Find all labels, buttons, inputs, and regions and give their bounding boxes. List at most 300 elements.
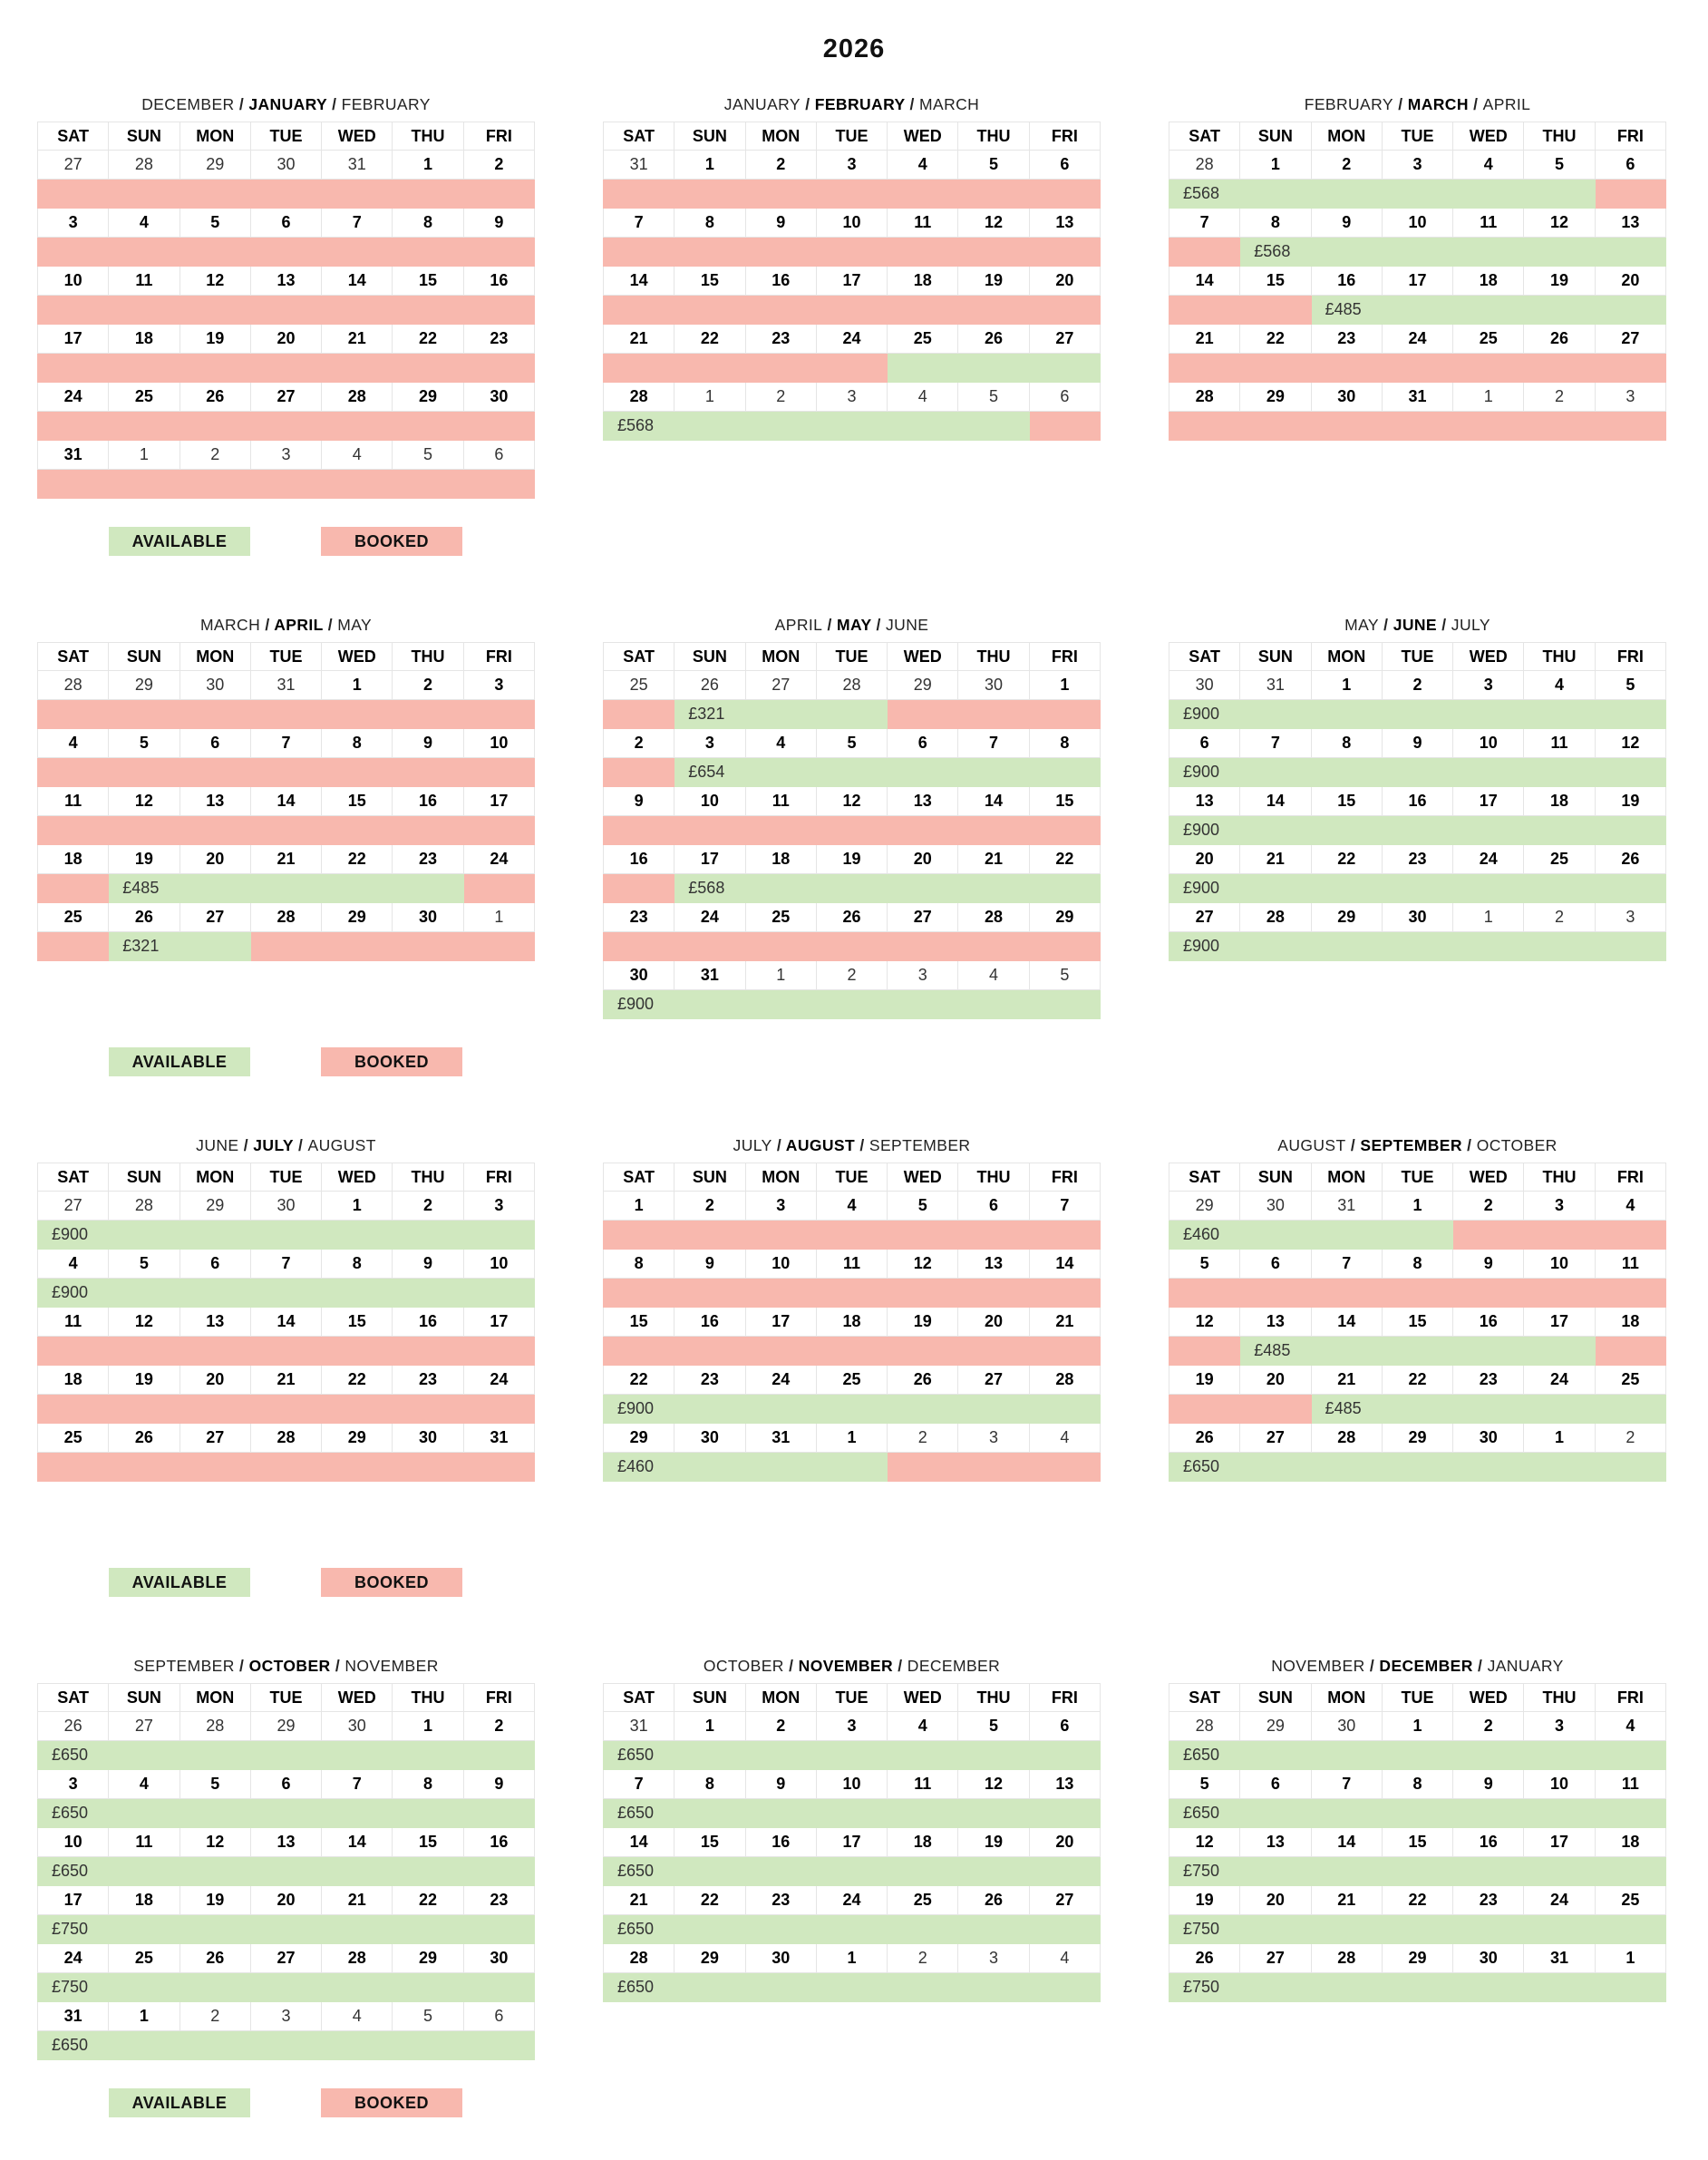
booked-cell[interactable] [250,1453,321,1482]
date-cell[interactable]: 12 [109,787,180,816]
booked-cell[interactable] [604,354,674,383]
available-cell[interactable] [958,1915,1029,1944]
available-cell[interactable] [250,1857,321,1886]
booked-cell[interactable] [888,1221,958,1250]
date-cell[interactable]: 23 [463,325,534,354]
date-cell[interactable]: 20 [1240,1886,1311,1915]
booked-cell[interactable] [180,470,250,499]
date-cell[interactable]: 30 [180,671,250,700]
available-cell[interactable] [816,1857,887,1886]
date-cell[interactable]: 3 [1595,903,1665,932]
date-cell[interactable]: 2 [180,2002,250,2031]
date-cell[interactable]: 4 [1595,1192,1665,1221]
booked-cell[interactable] [322,470,393,499]
date-cell[interactable]: 27 [250,1944,321,1973]
booked-cell[interactable] [322,1337,393,1366]
date-cell[interactable]: 5 [888,1192,958,1221]
date-cell[interactable]: 18 [1595,1308,1665,1337]
available-cell[interactable] [393,1857,463,1886]
booked-cell[interactable] [604,1337,674,1366]
date-cell[interactable]: 21 [604,325,674,354]
booked-cell[interactable] [38,1337,109,1366]
date-cell[interactable]: 20 [180,845,250,874]
booked-cell[interactable] [1029,180,1100,209]
date-cell[interactable]: 23 [674,1366,745,1395]
booked-cell[interactable] [604,238,674,267]
date-cell[interactable]: 31 [322,151,393,180]
price-label[interactable]: £750 [38,1915,109,1944]
booked-cell[interactable] [250,1395,321,1424]
booked-cell[interactable] [1240,296,1311,325]
date-cell[interactable]: 2 [816,961,887,990]
booked-cell[interactable] [109,816,180,845]
available-cell[interactable] [180,1915,250,1944]
price-label[interactable]: £650 [1169,1453,1240,1482]
date-cell[interactable]: 24 [1453,845,1524,874]
available-cell[interactable] [674,1973,745,2002]
date-cell[interactable]: 13 [888,787,958,816]
booked-cell[interactable] [816,238,887,267]
available-cell[interactable] [1240,1799,1311,1828]
booked-cell[interactable] [393,412,463,441]
date-cell[interactable]: 26 [674,671,745,700]
date-cell[interactable]: 13 [1595,209,1665,238]
date-cell[interactable]: 26 [1169,1424,1240,1453]
date-cell[interactable]: 30 [1453,1944,1524,1973]
available-cell[interactable] [250,1799,321,1828]
booked-cell[interactable] [180,238,250,267]
date-cell[interactable]: 11 [745,787,816,816]
available-cell[interactable] [393,874,463,903]
date-cell[interactable]: 20 [1029,1828,1100,1857]
price-label[interactable]: £650 [38,1741,109,1770]
date-cell[interactable]: 28 [1311,1944,1382,1973]
available-cell[interactable] [1311,1337,1382,1366]
booked-cell[interactable] [816,296,887,325]
date-cell[interactable]: 6 [888,729,958,758]
date-cell[interactable]: 1 [109,441,180,470]
date-cell[interactable]: 6 [1240,1770,1311,1799]
date-cell[interactable]: 28 [38,671,109,700]
available-cell[interactable] [1595,1453,1665,1482]
date-cell[interactable]: 5 [1029,961,1100,990]
booked-cell[interactable] [1169,1395,1240,1424]
date-cell[interactable]: 21 [322,1886,393,1915]
date-cell[interactable]: 25 [109,383,180,412]
date-cell[interactable]: 3 [463,671,534,700]
booked-cell[interactable] [1595,180,1665,209]
available-cell[interactable] [1240,758,1311,787]
date-cell[interactable]: 3 [463,1192,534,1221]
booked-cell[interactable] [38,470,109,499]
date-cell[interactable]: 6 [180,1250,250,1279]
booked-cell[interactable] [322,180,393,209]
available-cell[interactable] [674,1395,745,1424]
price-label[interactable]: £900 [38,1221,109,1250]
date-cell[interactable]: 18 [888,1828,958,1857]
available-cell[interactable] [1524,180,1595,209]
booked-cell[interactable] [109,1453,180,1482]
date-cell[interactable]: 16 [1311,267,1382,296]
booked-cell[interactable] [1453,1221,1524,1250]
date-cell[interactable]: 20 [1595,267,1665,296]
booked-cell[interactable] [109,470,180,499]
date-cell[interactable]: 29 [604,1424,674,1453]
booked-cell[interactable] [674,816,745,845]
available-cell[interactable] [1524,932,1595,961]
date-cell[interactable]: 31 [250,671,321,700]
available-cell[interactable] [463,1279,534,1308]
booked-cell[interactable] [393,470,463,499]
available-cell[interactable] [888,1915,958,1944]
date-cell[interactable]: 29 [1169,1192,1240,1221]
price-label[interactable]: £568 [604,412,674,441]
booked-cell[interactable] [1311,412,1382,441]
booked-cell[interactable] [1240,1279,1311,1308]
date-cell[interactable]: 3 [38,209,109,238]
available-cell[interactable] [109,1915,180,1944]
price-label[interactable]: £568 [1240,238,1311,267]
available-cell[interactable] [1595,816,1665,845]
date-cell[interactable]: 7 [1029,1192,1100,1221]
date-cell[interactable]: 22 [322,845,393,874]
date-cell[interactable]: 1 [1595,1944,1665,1973]
date-cell[interactable]: 31 [604,1712,674,1741]
booked-cell[interactable] [38,296,109,325]
available-cell[interactable] [1595,874,1665,903]
available-cell[interactable] [1311,1799,1382,1828]
date-cell[interactable]: 3 [1382,151,1452,180]
booked-cell[interactable] [1595,412,1665,441]
date-cell[interactable]: 5 [180,209,250,238]
date-cell[interactable]: 12 [1169,1308,1240,1337]
date-cell[interactable]: 3 [1595,383,1665,412]
date-cell[interactable]: 7 [322,209,393,238]
date-cell[interactable]: 29 [250,1712,321,1741]
date-cell[interactable]: 17 [463,787,534,816]
available-cell[interactable] [1311,932,1382,961]
date-cell[interactable]: 1 [816,1944,887,1973]
date-cell[interactable]: 7 [250,1250,321,1279]
available-cell[interactable] [1524,1799,1595,1828]
booked-cell[interactable] [1382,412,1452,441]
date-cell[interactable]: 23 [1382,845,1452,874]
date-cell[interactable]: 7 [322,1770,393,1799]
available-cell[interactable] [958,1395,1029,1424]
available-cell[interactable] [322,1279,393,1308]
date-cell[interactable]: 30 [745,1944,816,1973]
available-cell[interactable] [1453,1973,1524,2002]
date-cell[interactable]: 3 [1524,1712,1595,1741]
booked-cell[interactable] [958,932,1029,961]
date-cell[interactable]: 4 [109,209,180,238]
price-label[interactable]: £568 [1169,180,1240,209]
date-cell[interactable]: 9 [393,729,463,758]
available-cell[interactable] [1453,296,1524,325]
available-cell[interactable] [958,990,1029,1019]
booked-cell[interactable] [958,180,1029,209]
available-cell[interactable] [109,1799,180,1828]
available-cell[interactable] [109,1741,180,1770]
available-cell[interactable] [816,874,887,903]
date-cell[interactable]: 12 [1169,1828,1240,1857]
available-cell[interactable] [1311,1915,1382,1944]
booked-cell[interactable] [745,816,816,845]
booked-cell[interactable] [1524,1279,1595,1308]
date-cell[interactable]: 19 [1524,267,1595,296]
date-cell[interactable]: 12 [958,1770,1029,1799]
booked-cell[interactable] [250,354,321,383]
booked-cell[interactable] [463,412,534,441]
date-cell[interactable]: 13 [180,787,250,816]
date-cell[interactable]: 30 [463,383,534,412]
date-cell[interactable]: 26 [816,903,887,932]
booked-cell[interactable] [674,354,745,383]
booked-cell[interactable] [393,700,463,729]
date-cell[interactable]: 2 [463,151,534,180]
booked-cell[interactable] [888,932,958,961]
booked-cell[interactable] [958,816,1029,845]
booked-cell[interactable] [1029,1221,1100,1250]
date-cell[interactable]: 4 [816,1192,887,1221]
date-cell[interactable]: 28 [816,671,887,700]
available-cell[interactable] [1453,1799,1524,1828]
available-cell[interactable] [816,1453,887,1482]
date-cell[interactable]: 1 [322,1192,393,1221]
booked-cell[interactable] [250,816,321,845]
booked-cell[interactable] [180,1337,250,1366]
date-cell[interactable]: 4 [1029,1944,1100,1973]
available-cell[interactable] [1240,932,1311,961]
available-cell[interactable] [463,1741,534,1770]
available-cell[interactable] [180,2031,250,2060]
date-cell[interactable]: 21 [1029,1308,1100,1337]
date-cell[interactable]: 14 [1311,1828,1382,1857]
date-cell[interactable]: 11 [888,209,958,238]
booked-cell[interactable] [322,816,393,845]
date-cell[interactable]: 21 [1240,845,1311,874]
available-cell[interactable] [1382,700,1452,729]
date-cell[interactable]: 15 [1240,267,1311,296]
date-cell[interactable]: 3 [816,1712,887,1741]
date-cell[interactable]: 10 [38,267,109,296]
price-label[interactable]: £485 [1240,1337,1311,1366]
available-cell[interactable] [250,874,321,903]
date-cell[interactable]: 1 [674,383,745,412]
available-cell[interactable] [1311,1857,1382,1886]
date-cell[interactable]: 21 [250,845,321,874]
available-cell[interactable] [109,1973,180,2002]
date-cell[interactable]: 29 [180,151,250,180]
date-cell[interactable]: 5 [393,2002,463,2031]
date-cell[interactable]: 22 [1382,1886,1452,1915]
date-cell[interactable]: 17 [1382,267,1452,296]
date-cell[interactable]: 1 [674,1712,745,1741]
date-cell[interactable]: 21 [1311,1366,1382,1395]
price-label[interactable]: £900 [1169,758,1240,787]
available-cell[interactable] [1595,1915,1665,1944]
date-cell[interactable]: 1 [1524,1424,1595,1453]
date-cell[interactable]: 24 [816,1886,887,1915]
date-cell[interactable]: 30 [393,1424,463,1453]
date-cell[interactable]: 24 [1382,325,1452,354]
date-cell[interactable]: 2 [674,1192,745,1221]
date-cell[interactable]: 15 [1382,1308,1452,1337]
booked-cell[interactable] [1595,1221,1665,1250]
booked-cell[interactable] [745,354,816,383]
available-cell[interactable] [1382,758,1452,787]
date-cell[interactable]: 4 [745,729,816,758]
date-cell[interactable]: 26 [180,1944,250,1973]
price-label[interactable]: £900 [604,990,674,1019]
date-cell[interactable]: 10 [674,787,745,816]
date-cell[interactable]: 27 [958,1366,1029,1395]
date-cell[interactable]: 7 [1311,1770,1382,1799]
available-cell[interactable] [1595,1395,1665,1424]
date-cell[interactable]: 28 [250,903,321,932]
date-cell[interactable]: 13 [250,267,321,296]
date-cell[interactable]: 12 [1595,729,1665,758]
date-cell[interactable]: 24 [1524,1886,1595,1915]
date-cell[interactable]: 2 [745,1712,816,1741]
price-label[interactable]: £650 [38,1799,109,1828]
date-cell[interactable]: 2 [604,729,674,758]
date-cell[interactable]: 1 [322,671,393,700]
date-cell[interactable]: 23 [745,325,816,354]
booked-cell[interactable] [604,180,674,209]
date-cell[interactable]: 30 [1382,903,1452,932]
date-cell[interactable]: 31 [604,151,674,180]
date-cell[interactable]: 12 [180,1828,250,1857]
date-cell[interactable]: 5 [958,151,1029,180]
booked-cell[interactable] [463,874,534,903]
booked-cell[interactable] [674,1279,745,1308]
available-cell[interactable] [888,412,958,441]
booked-cell[interactable] [1029,412,1100,441]
price-label[interactable]: £654 [674,758,745,787]
booked-cell[interactable] [180,700,250,729]
available-cell[interactable] [1453,932,1524,961]
date-cell[interactable]: 9 [745,209,816,238]
booked-cell[interactable] [604,296,674,325]
date-cell[interactable]: 22 [322,1366,393,1395]
available-cell[interactable] [1524,1395,1595,1424]
available-cell[interactable] [745,1453,816,1482]
date-cell[interactable]: 9 [745,1770,816,1799]
booked-cell[interactable] [1524,354,1595,383]
price-label[interactable]: £485 [109,874,180,903]
date-cell[interactable]: 18 [1453,267,1524,296]
price-label[interactable]: £750 [1169,1915,1240,1944]
date-cell[interactable]: 7 [958,729,1029,758]
booked-cell[interactable] [109,296,180,325]
available-cell[interactable] [1311,1741,1382,1770]
date-cell[interactable]: 19 [109,1366,180,1395]
booked-cell[interactable] [958,296,1029,325]
booked-cell[interactable] [888,238,958,267]
date-cell[interactable]: 28 [1169,151,1240,180]
date-cell[interactable]: 7 [1240,729,1311,758]
date-cell[interactable]: 24 [463,1366,534,1395]
date-cell[interactable]: 8 [393,209,463,238]
date-cell[interactable]: 29 [1240,1712,1311,1741]
available-cell[interactable] [1595,758,1665,787]
available-cell[interactable] [180,1279,250,1308]
price-label[interactable]: £650 [604,1799,674,1828]
date-cell[interactable]: 28 [322,1944,393,1973]
date-cell[interactable]: 8 [604,1250,674,1279]
date-cell[interactable]: 20 [250,1886,321,1915]
date-cell[interactable]: 30 [250,151,321,180]
available-cell[interactable] [816,1395,887,1424]
booked-cell[interactable] [463,700,534,729]
available-cell[interactable] [1382,1973,1452,2002]
date-cell[interactable]: 4 [888,1712,958,1741]
available-cell[interactable] [463,1799,534,1828]
date-cell[interactable]: 17 [1453,787,1524,816]
price-label[interactable]: £321 [109,932,180,961]
date-cell[interactable]: 3 [250,441,321,470]
date-cell[interactable]: 28 [109,151,180,180]
date-cell[interactable]: 4 [322,441,393,470]
available-cell[interactable] [1029,354,1100,383]
available-cell[interactable] [463,1915,534,1944]
available-cell[interactable] [816,758,887,787]
date-cell[interactable]: 2 [463,1712,534,1741]
date-cell[interactable]: 15 [1311,787,1382,816]
booked-cell[interactable] [393,816,463,845]
booked-cell[interactable] [38,758,109,787]
booked-cell[interactable] [604,816,674,845]
booked-cell[interactable] [463,1453,534,1482]
price-label[interactable]: £321 [674,700,745,729]
booked-cell[interactable] [1029,1453,1100,1482]
booked-cell[interactable] [674,1221,745,1250]
date-cell[interactable]: 11 [888,1770,958,1799]
date-cell[interactable]: 5 [180,1770,250,1799]
date-cell[interactable]: 28 [1311,1424,1382,1453]
date-cell[interactable]: 1 [1240,151,1311,180]
available-cell[interactable] [1382,932,1452,961]
available-cell[interactable] [745,990,816,1019]
available-cell[interactable] [958,874,1029,903]
available-cell[interactable] [463,1221,534,1250]
date-cell[interactable]: 29 [1382,1944,1452,1973]
booked-cell[interactable] [1595,1279,1665,1308]
booked-cell[interactable] [38,700,109,729]
booked-cell[interactable] [1029,1279,1100,1308]
available-cell[interactable] [1595,932,1665,961]
date-cell[interactable]: 13 [1029,1770,1100,1799]
available-cell[interactable] [1524,1337,1595,1366]
date-cell[interactable]: 11 [38,787,109,816]
date-cell[interactable]: 19 [109,845,180,874]
price-label[interactable]: £650 [1169,1799,1240,1828]
available-cell[interactable] [1524,758,1595,787]
booked-cell[interactable] [463,1395,534,1424]
booked-cell[interactable] [816,1337,887,1366]
booked-cell[interactable] [1382,1279,1452,1308]
booked-cell[interactable] [888,1337,958,1366]
booked-cell[interactable] [463,296,534,325]
booked-cell[interactable] [38,932,109,961]
date-cell[interactable]: 28 [180,1712,250,1741]
available-cell[interactable] [393,1915,463,1944]
booked-cell[interactable] [250,412,321,441]
available-cell[interactable] [1382,1453,1452,1482]
date-cell[interactable]: 5 [1524,151,1595,180]
date-cell[interactable]: 30 [322,1712,393,1741]
